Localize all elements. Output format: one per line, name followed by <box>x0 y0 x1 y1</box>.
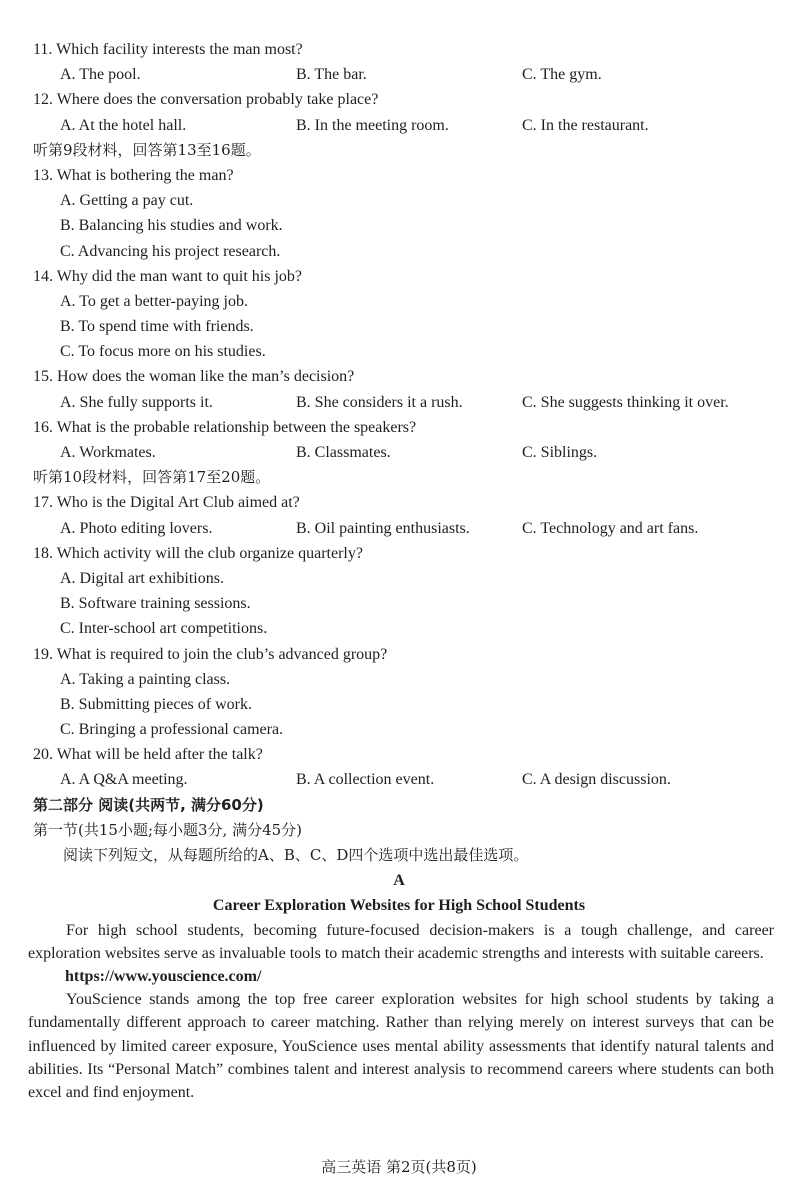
option-a: A. Digital art exhibitions. <box>60 569 224 587</box>
question-stem: 14. Why did the man want to quit his job? <box>33 267 303 285</box>
passage-body <box>0 919 798 965</box>
option-row <box>0 62 798 87</box>
question-stem: 18. Which activity will the club organize quarterly? <box>33 544 363 562</box>
option-a: A. Getting a pay cut. <box>60 192 194 210</box>
option-c: C. A design discussion. <box>522 771 671 789</box>
website-url: https://www.youscience.com/ <box>65 967 262 985</box>
option-c: C. Technology and art fans. <box>522 519 699 537</box>
question-stem: 16. What is the probable relationship between the speakers? <box>33 418 417 436</box>
option-c: C. In the restaurant. <box>522 116 649 134</box>
option-a: A. She fully supports it. <box>60 393 213 411</box>
option-c: C. She suggests thinking it over. <box>522 393 729 411</box>
option-a: A. Taking a painting class. <box>60 670 231 688</box>
option-b: B. Balancing his studies and work. <box>60 217 283 235</box>
part-two-heading: 第二部分 阅读(共两节, 满分60分) <box>33 795 264 814</box>
option-row <box>0 390 798 415</box>
section-one-heading: 第一节(共15小题;每小题3分, 满分45分) <box>33 820 303 839</box>
option-row <box>0 767 798 792</box>
option-row <box>0 516 798 541</box>
option-a: A. To get a better-paying job. <box>60 292 248 310</box>
passage-body <box>0 988 798 1104</box>
passage-title: Career Exploration Websites for High School Students <box>212 897 586 915</box>
passage-label: A <box>393 872 405 890</box>
passage-intro: For high school students, becoming future-focused decision-makers is a tough challenge, and career exploration websites serve as invaluable tools to match their academic strengths and interests with suitable careers. <box>28 921 774 962</box>
option-b: B. Oil painting enthusiasts. <box>296 519 470 537</box>
option-b: B. She considers it a rush. <box>296 393 463 411</box>
option-b: B. The bar. <box>296 66 367 84</box>
question-stem: 12. Where does the conversation probably take place? <box>33 91 379 109</box>
question-stem: 19. What is required to join the club’s advanced group? <box>33 645 388 663</box>
option-b: B. Software training sessions. <box>60 595 251 613</box>
question-stem: 11. Which facility interests the man most? <box>33 41 303 58</box>
option-b: B. To spend time with friends. <box>60 318 254 336</box>
option-c: C. The gym. <box>522 66 602 84</box>
question-stem: 15. How does the woman like the man’s decision? <box>33 368 355 386</box>
option-c: C. Advancing his project research. <box>60 242 281 260</box>
option-b: B. Classmates. <box>296 444 391 461</box>
option-row <box>0 113 798 138</box>
option-c: C. Bringing a professional camera. <box>60 721 284 739</box>
option-a: A. Photo editing lovers. <box>60 519 213 537</box>
listening-instruction-9: 听第9段材料，回答第13至16题。 <box>33 140 261 159</box>
exam-page <box>0 37 798 1104</box>
option-a: A. Workmates. <box>60 444 156 461</box>
question-stem: 17. Who is the Digital Art Club aimed at? <box>33 494 300 512</box>
reading-instruction: 阅读下列短文，从每题所给的A、B、C、D四个选项中选出最佳选项。 <box>63 846 529 864</box>
question-stem: 20. What will be held after the talk? <box>33 746 263 764</box>
option-a: A. The pool. <box>60 66 141 84</box>
question-stem: 13. What is bothering the man? <box>33 166 234 184</box>
option-c: C. Inter-school art competitions. <box>60 620 268 638</box>
page-footer: 高三英语 第2页(共8页) <box>321 1158 477 1176</box>
listening-instruction-10: 听第10段材料，回答第17至20题。 <box>33 468 271 487</box>
option-b: B. A collection event. <box>296 771 435 789</box>
option-a: A. A Q&A meeting. <box>60 771 188 789</box>
option-c: C. Siblings. <box>522 444 598 461</box>
option-c: C. To focus more on his studies. <box>60 343 266 361</box>
option-a: A. At the hotel hall. <box>60 116 187 134</box>
option-b: B. Submitting pieces of work. <box>60 695 252 713</box>
passage-paragraph: YouScience stands among the top free career exploration websites for high school students by taking a fundamentally different approach to career matching. Rather than relying merely on interest surveys that can be influenced by limited career exposure, YouScience uses mental ability assessments that identify natural talents and abilities. Its “Personal Match” combines talent and interest analysis to recommend careers where students can both excel and find enjoyment. <box>28 991 774 1101</box>
option-b: B. In the meeting room. <box>296 116 449 134</box>
option-row <box>0 440 798 465</box>
